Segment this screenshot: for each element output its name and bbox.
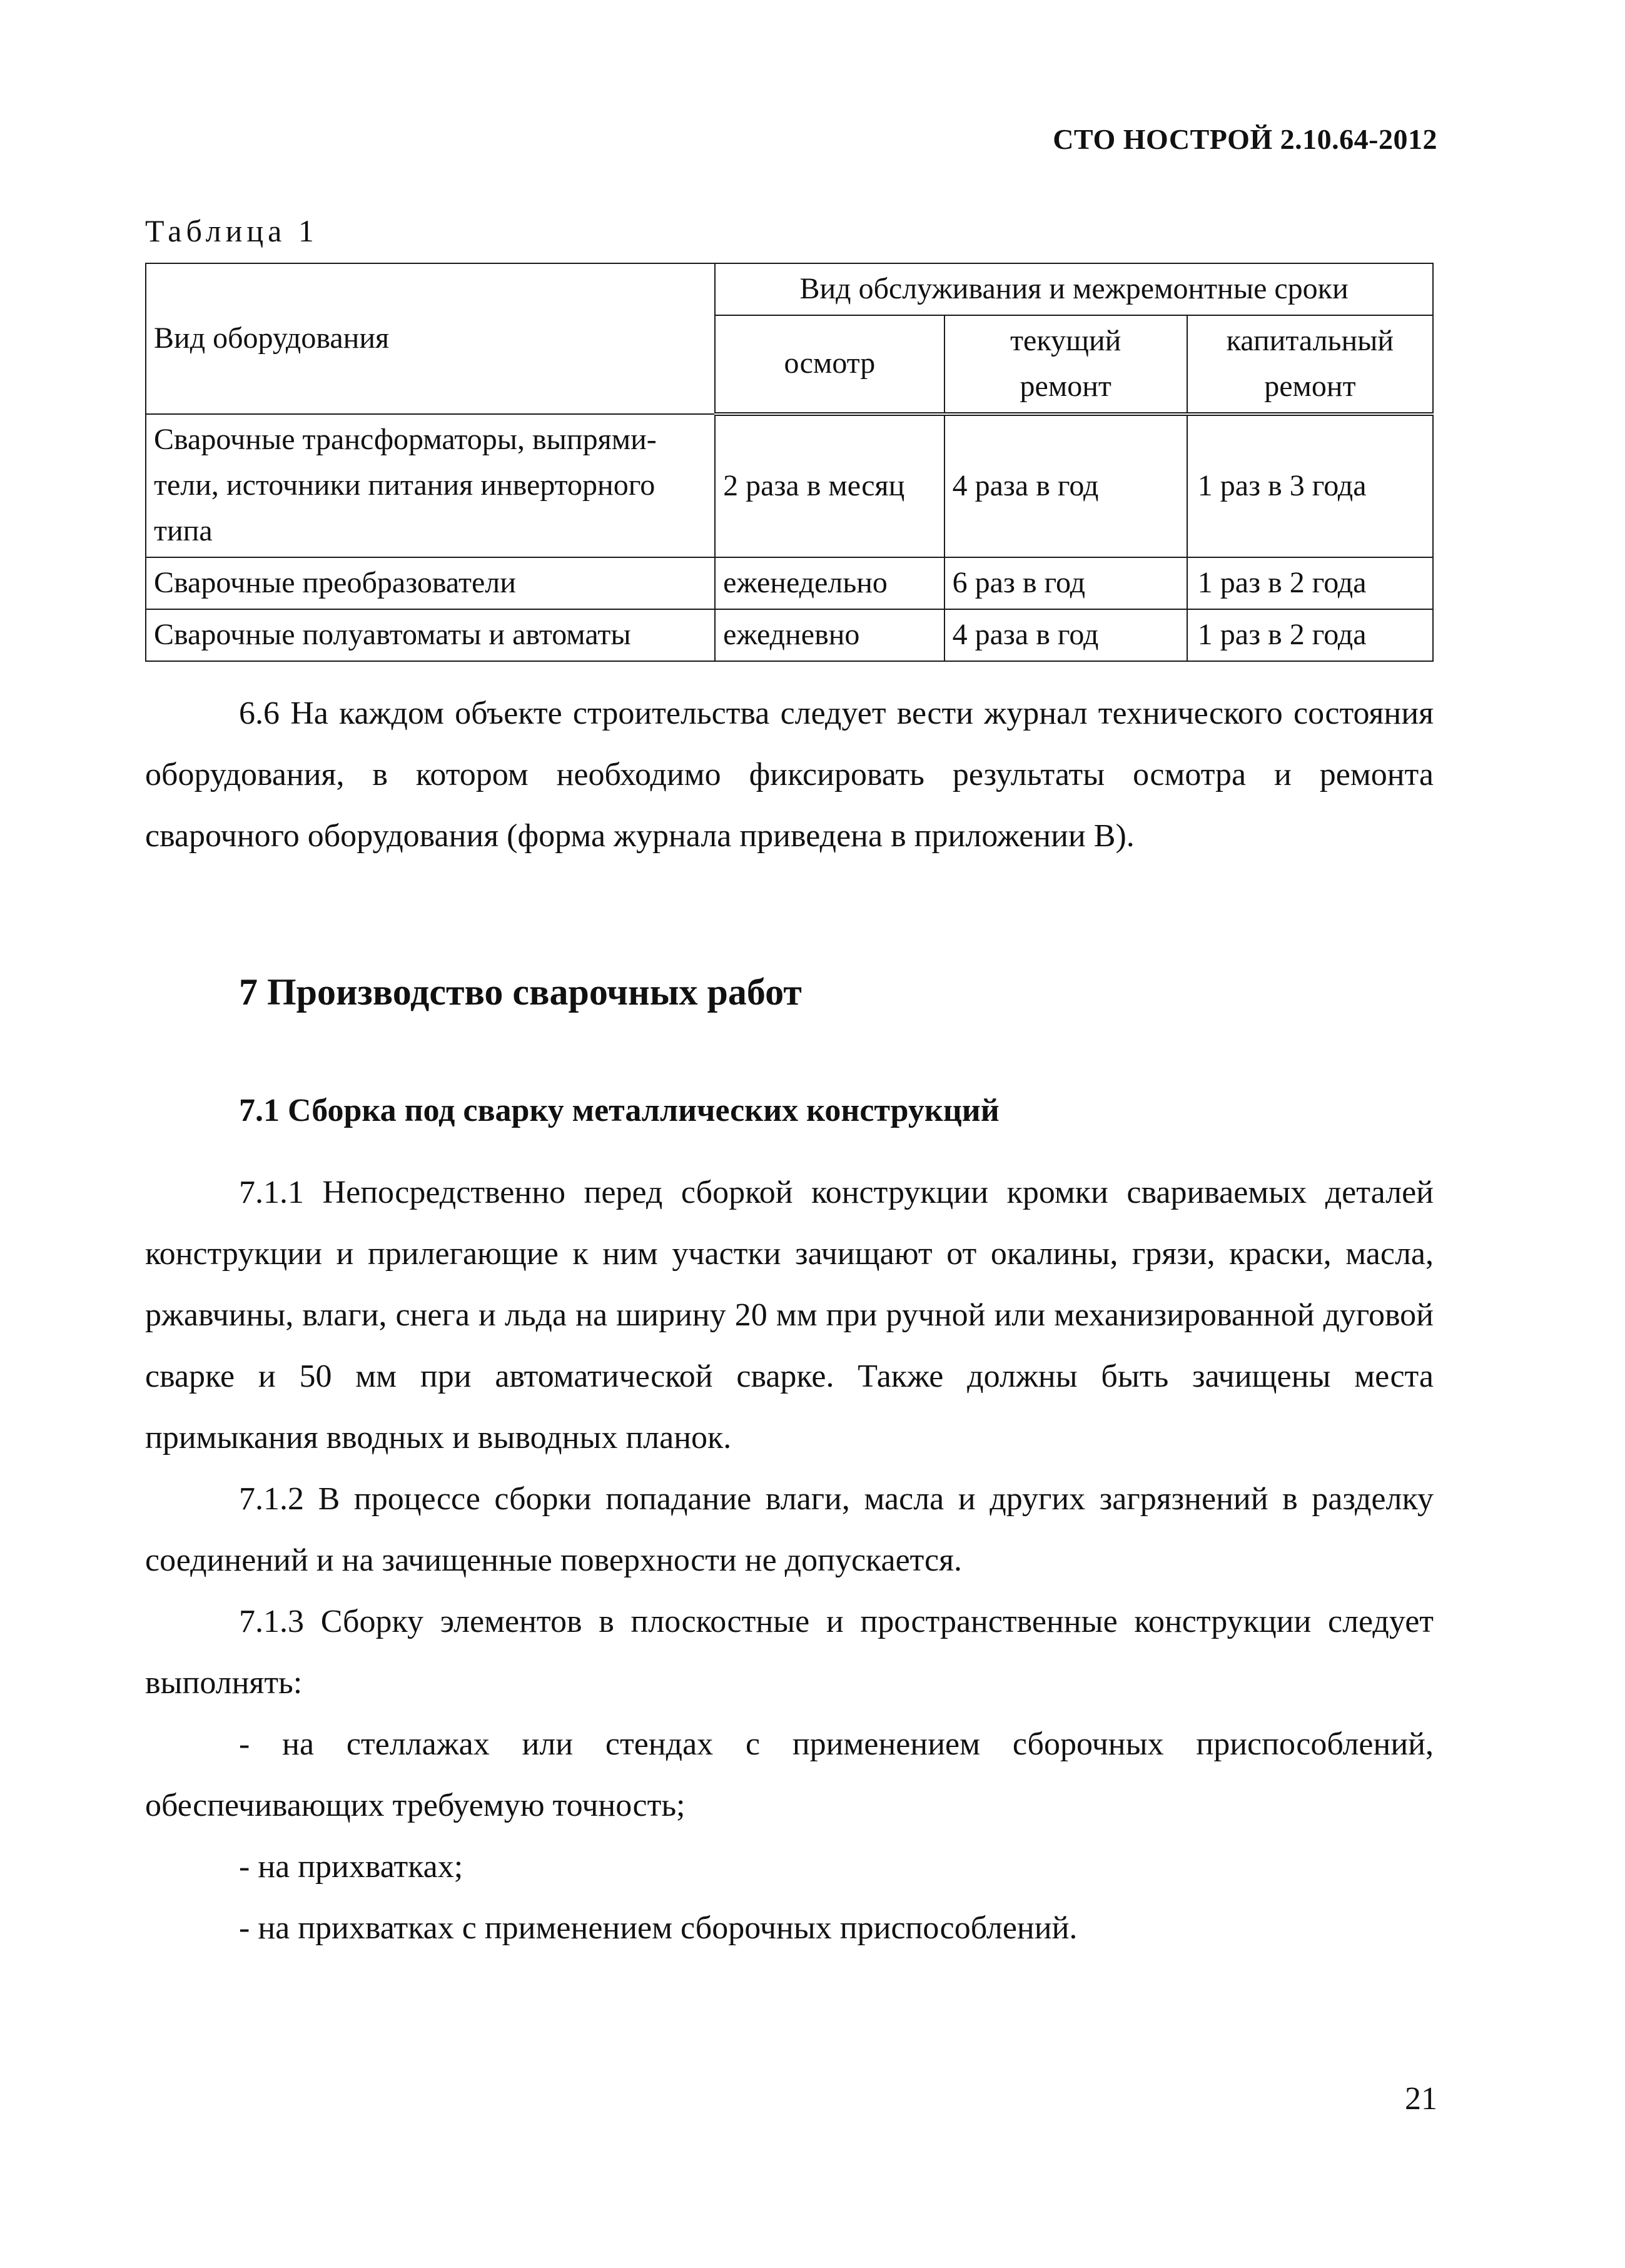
paragraph-7-1-3: 7.1.3 Сборку элементов в плоскостные и пространственные конструкции следует выполнять:: [145, 1604, 1434, 1701]
list-item: - на прихватках с применением сборочных приспособлений.: [239, 1910, 1078, 1946]
header-current-line1: текущий: [1010, 323, 1121, 357]
document-code: СТО НОСТРОЙ 2.10.64-2012: [1053, 123, 1437, 155]
row-current-repair: 4 раза в год: [944, 609, 1187, 661]
header-service-group: Вид обслуживания и межремонтные сроки: [715, 263, 1433, 315]
maintenance-table: [145, 263, 1434, 662]
row-capital-repair: 1 раз в 2 года: [1187, 609, 1433, 661]
header-current-repair: [944, 315, 1187, 414]
header-capital-line2: ремонт: [1264, 369, 1356, 403]
paragraph-7-1-2: 7.1.2 В процессе сборки попадание влаги, масла и других загрязнений в разделку соединений и на зачищенные поверхности не допускается.: [145, 1481, 1434, 1578]
row-equipment-name: Сварочные полуавтоматы и автоматы: [146, 609, 715, 661]
header-current-line2: ремонт: [1020, 369, 1111, 403]
row-equipment-name: [146, 414, 715, 557]
page-number: 21: [1405, 2081, 1437, 2117]
table-header-row: [146, 263, 1433, 315]
row-name-line: Сварочные трансформаторы, выпрями-: [154, 422, 657, 456]
row-current-repair: 6 раз в год: [944, 557, 1187, 609]
list-item: - на стеллажах или стендах с применением сборочных приспособлений, обеспечивающих требуемую точность;: [145, 1726, 1434, 1823]
list-item: - на прихватках;: [239, 1849, 463, 1885]
row-inspection: еженедельно: [715, 557, 944, 609]
paragraph-6-6: 6.6 На каждом объекте строительства следует вести журнал технического состояния оборудования, в котором необходимо фиксировать результаты осмотра и ремонта сварочного оборудования (форма журнала приведена в приложении В).: [145, 696, 1434, 854]
table-row: [146, 609, 1433, 661]
header-capital-line1: капитальный: [1226, 323, 1394, 357]
table-caption: Таблица 1: [145, 213, 318, 248]
section-7-1-heading: 7.1 Сборка под сварку металлических конструкций: [239, 1093, 1000, 1128]
row-name-line: тели, источники питания инверторного: [154, 468, 656, 502]
row-equipment-name: Сварочные преобразователи: [146, 557, 715, 609]
row-name-line: типа: [154, 514, 213, 547]
table-row: [146, 414, 1433, 557]
row-capital-repair: 1 раз в 2 года: [1187, 557, 1433, 609]
section-7-heading: 7 Производство сварочных работ: [239, 971, 802, 1013]
row-current-repair: 4 раза в год: [944, 414, 1187, 557]
header-inspection: осмотр: [715, 315, 944, 414]
table-row: [146, 557, 1433, 609]
row-capital-repair: 1 раз в 3 года: [1187, 414, 1433, 557]
header-equipment: Вид оборудования: [146, 263, 715, 414]
row-inspection: 2 раза в месяц: [715, 414, 944, 557]
header-capital-repair: [1187, 315, 1433, 414]
row-inspection: ежедневно: [715, 609, 944, 661]
paragraph-7-1-1: 7.1.1 Непосредственно перед сборкой конструкции кромки свариваемых деталей конструкции и прилегающие к ним участки зачищают от окалины, грязи, краски, масла, ржавчины, влаги, снега и льда на ширину 20 мм при ручной или механизированной дуговой сварке и 50 мм при автоматической сварке. Также должны быть зачищены места примыкания вводных и выводных планок.: [145, 1175, 1434, 1455]
